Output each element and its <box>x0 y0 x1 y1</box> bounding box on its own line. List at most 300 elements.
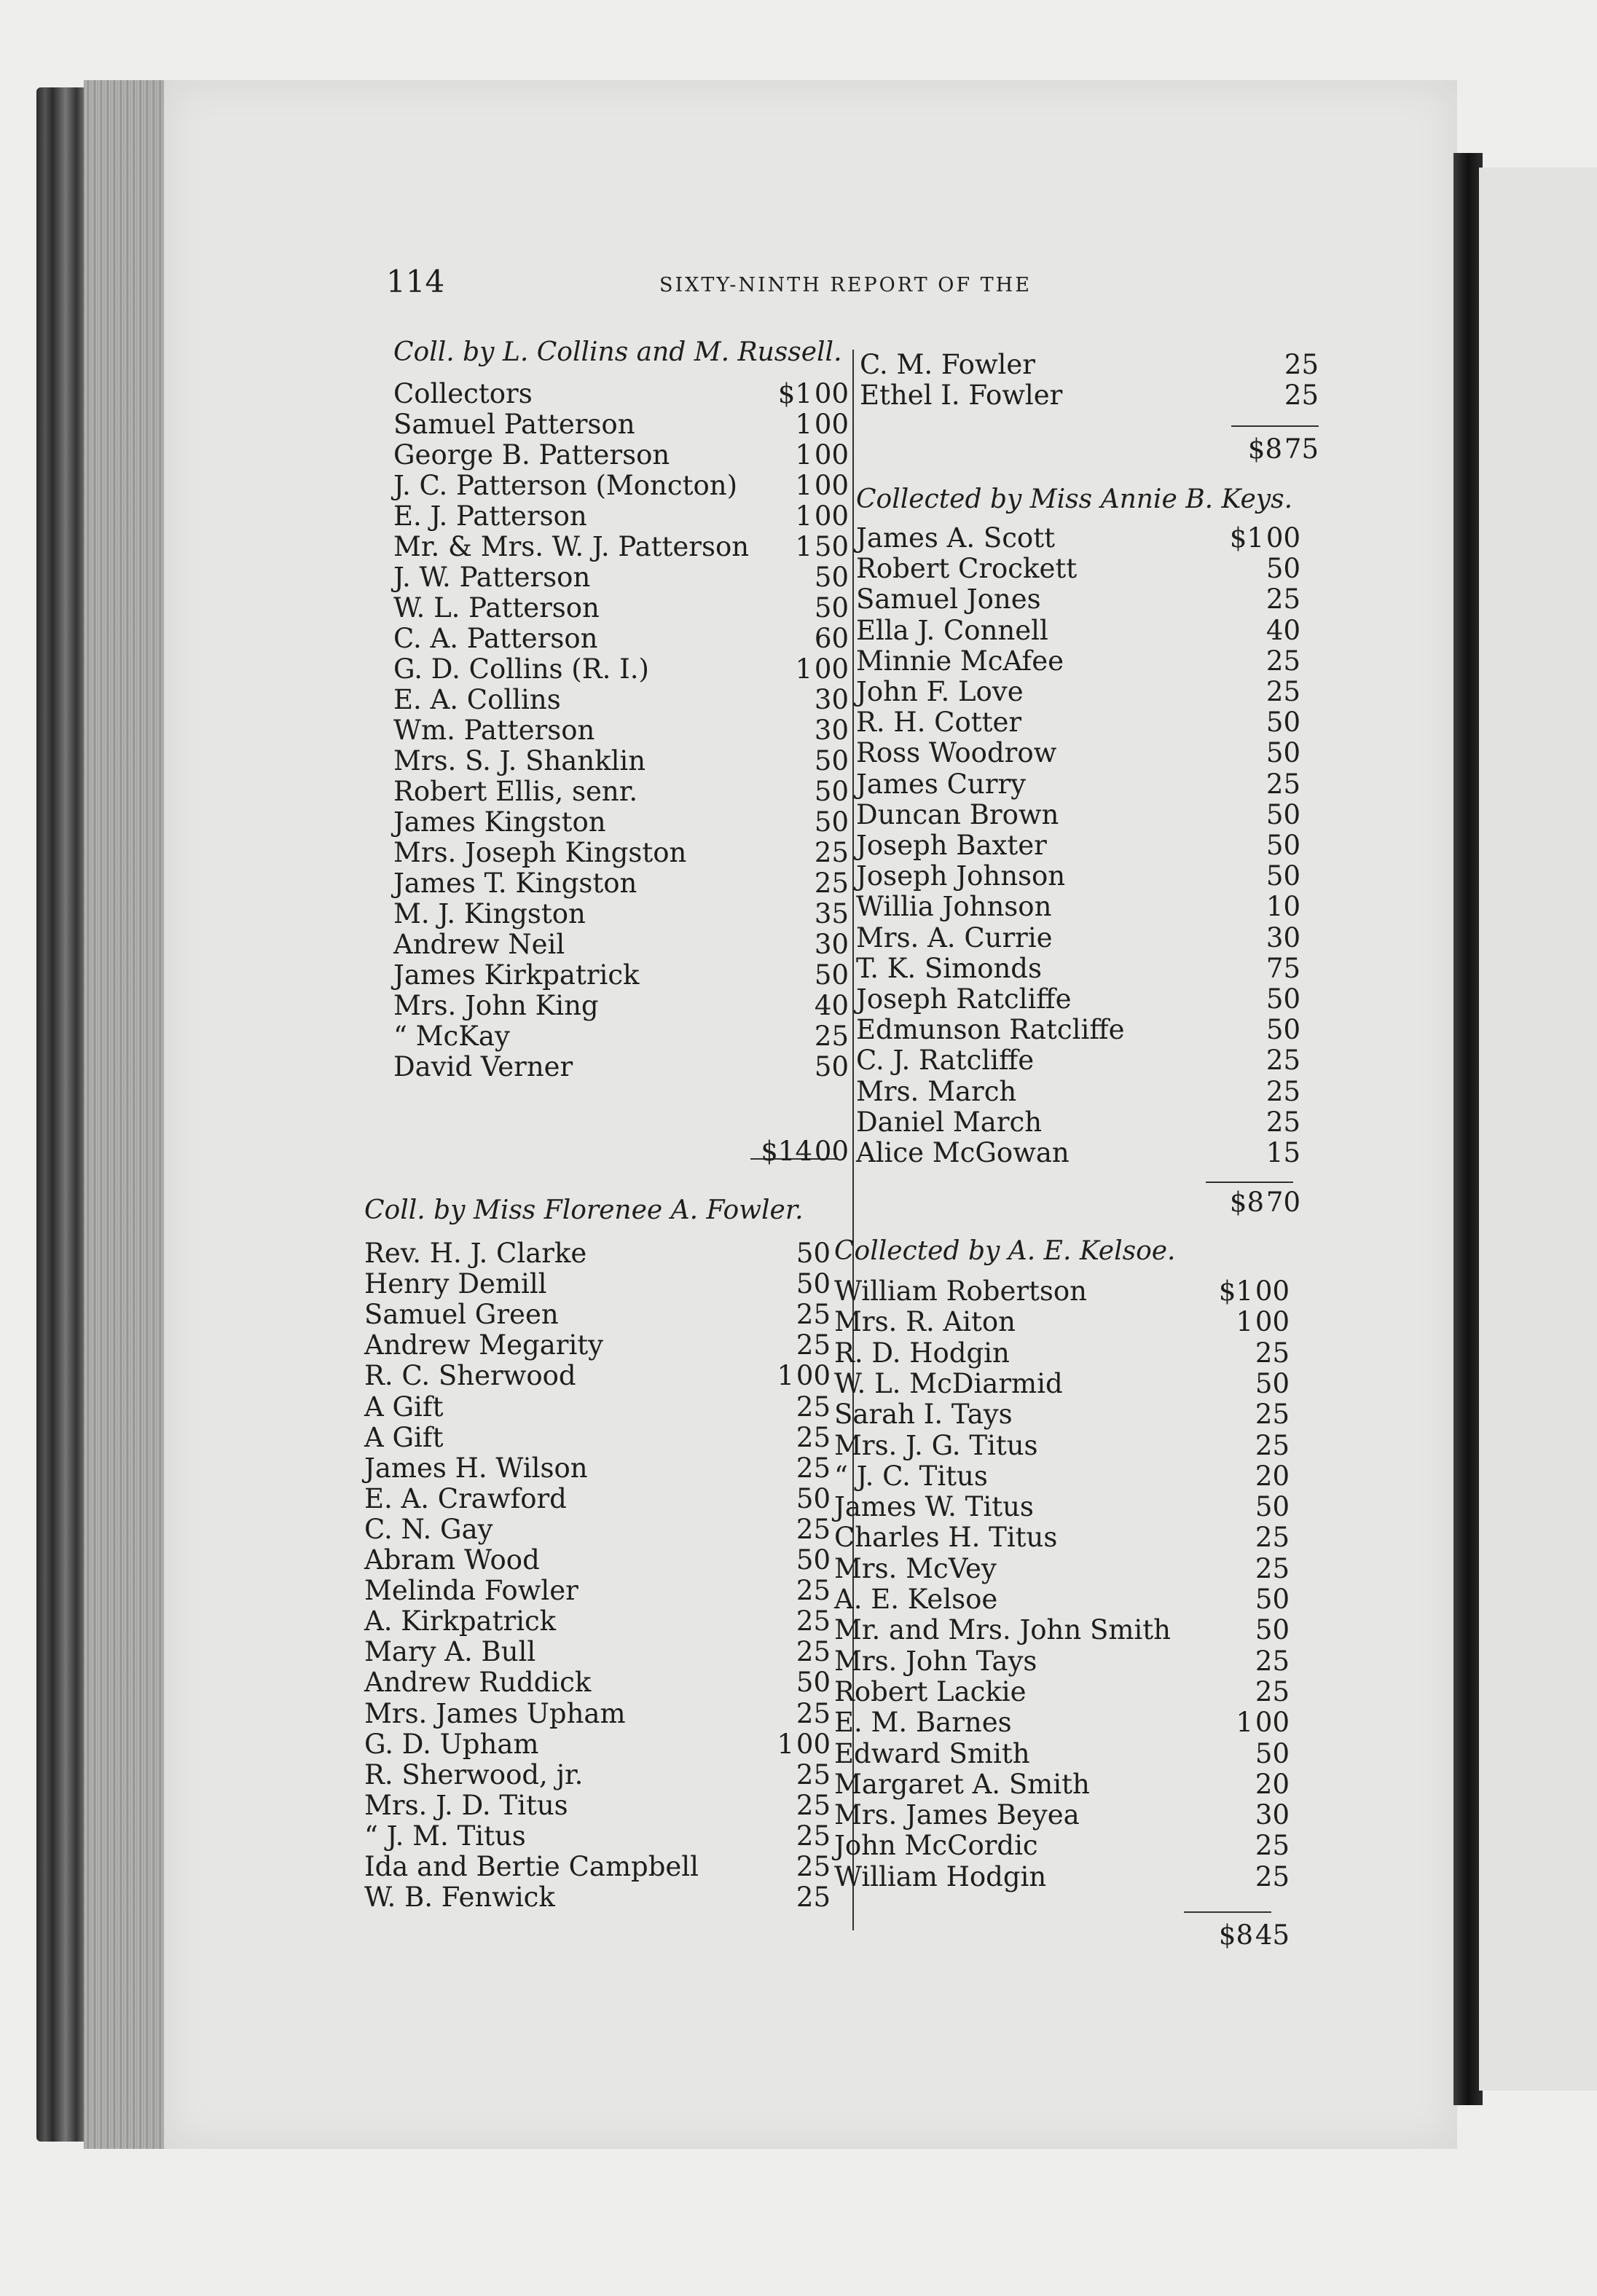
amount-cents: 30 <box>814 929 849 960</box>
contributor-name: Mrs. R. Aiton <box>834 1306 1016 1337</box>
contributor-name: George B. Patterson <box>393 439 670 471</box>
contributor-name: James W. Titus <box>834 1491 1034 1522</box>
amount-cents: 25 <box>1266 583 1300 615</box>
amount-cents: 50 <box>1266 707 1300 738</box>
amount <box>1264 1045 1300 1076</box>
amount-cents: 00 <box>1255 1707 1290 1738</box>
contributor-name: Samuel Patterson <box>393 409 635 440</box>
amount <box>777 1361 831 1391</box>
contributor-name: Joseph Ratcliffe <box>856 983 1072 1015</box>
amount <box>1264 1015 1300 1045</box>
amount <box>1236 1307 1290 1337</box>
list-item <box>364 1514 831 1545</box>
list-item <box>393 593 849 624</box>
contributor-name: W. L. Patterson <box>393 592 600 624</box>
list-item <box>393 409 849 440</box>
amount-cents: 25 <box>796 1422 831 1453</box>
contributor-name: Mrs. March <box>856 1076 1017 1107</box>
amount-cents: 25 <box>796 1575 831 1606</box>
list-item <box>393 899 849 929</box>
list-item <box>364 1637 831 1667</box>
list-item <box>393 991 849 1021</box>
amount <box>795 654 849 685</box>
amount-cents: 40 <box>814 990 849 1021</box>
contributor-name: Mr. and Mrs. John Smith <box>834 1614 1171 1646</box>
amount-dollars: 1 <box>777 1360 794 1391</box>
amount-cents: 00 <box>1255 1306 1290 1337</box>
list-item <box>834 1800 1290 1831</box>
contributor-name: C. M. Fowler <box>860 349 1035 380</box>
list-item <box>364 1361 831 1391</box>
amount <box>794 1300 831 1330</box>
section-total <box>393 1136 849 1167</box>
amount-cents: 15 <box>1266 1137 1300 1168</box>
total-rule <box>1231 425 1319 427</box>
contributor-name: Joseph Johnson <box>856 860 1066 892</box>
amount-cents: 00 <box>814 409 849 440</box>
amount <box>1264 892 1300 922</box>
page-number: 114 <box>386 264 445 299</box>
list-item <box>856 584 1300 615</box>
amount-cents: 25 <box>1255 1337 1290 1369</box>
amount <box>812 624 849 654</box>
list-item <box>393 685 849 715</box>
list-item <box>393 929 849 960</box>
amount <box>795 440 849 471</box>
amount-cents: 50 <box>1266 983 1300 1015</box>
list-item <box>364 1392 831 1423</box>
amount <box>1253 1584 1290 1615</box>
amount-cents: 50 <box>814 776 849 807</box>
amount <box>794 1821 831 1852</box>
amount <box>1253 1461 1290 1492</box>
list-item <box>393 624 849 654</box>
list-item <box>364 1484 831 1514</box>
contributor-name: Mrs. J. D. Titus <box>364 1790 568 1821</box>
list-item <box>856 1107 1300 1138</box>
amount-cents: 25 <box>1255 1676 1290 1707</box>
list-item <box>860 350 1319 380</box>
amount-dollars: 1 <box>1236 1707 1253 1738</box>
contributor-name: Mrs. John Tays <box>834 1646 1037 1677</box>
list-item <box>834 1831 1290 1861</box>
list-item <box>856 800 1300 830</box>
amount-cents: 30 <box>1266 922 1300 954</box>
contributor-name: Melinda Fowler <box>364 1575 578 1606</box>
amount <box>1264 861 1300 892</box>
amount-cents: 10 <box>1266 891 1300 922</box>
amount-cents: 50 <box>814 745 849 777</box>
amount <box>1264 554 1300 584</box>
contributor-name: Andrew Ruddick <box>364 1667 592 1698</box>
amount <box>778 379 849 409</box>
list-item <box>393 960 849 991</box>
amount <box>812 838 849 868</box>
amount <box>794 1269 831 1300</box>
list-item <box>393 715 849 746</box>
list-item <box>834 1307 1290 1337</box>
contributor-name: G. D. Collins (R. I.) <box>393 653 649 685</box>
list-item <box>856 523 1300 554</box>
list-item <box>834 1646 1290 1677</box>
amount <box>794 1637 831 1667</box>
list-item <box>856 892 1300 922</box>
list-item <box>393 654 849 685</box>
amount-cents: 25 <box>796 1851 831 1882</box>
amount-cents: 50 <box>814 592 849 624</box>
list-item <box>856 1138 1300 1168</box>
amount-cents: 50 <box>1255 1584 1290 1615</box>
amount-cents: 30 <box>1255 1799 1290 1831</box>
amount-cents: 25 <box>796 1605 831 1637</box>
amount <box>794 1576 831 1606</box>
amount-dollars: 1 <box>795 531 812 562</box>
list-item <box>393 440 849 471</box>
list-item <box>834 1492 1290 1522</box>
section-heading: Collected by A. E. Kelsoe. <box>834 1236 1176 1266</box>
amount-cents: 30 <box>814 715 849 746</box>
contributor-name: C. N. Gay <box>364 1514 493 1545</box>
amount-cents: 25 <box>1255 1830 1290 1861</box>
amount <box>1264 769 1300 800</box>
list-item <box>364 1821 831 1852</box>
contributor-name: Mrs. John King <box>393 990 599 1021</box>
contributor-name: Ida and Bertie Campbell <box>364 1851 699 1882</box>
contributor-name: Mr. & Mrs. W. J. Patterson <box>393 531 750 562</box>
amount-cents: 25 <box>1266 676 1300 707</box>
contributor-name: Ella J. Connell <box>856 615 1048 646</box>
contributor-name: E. M. Barnes <box>834 1707 1012 1738</box>
list-item <box>364 1667 831 1698</box>
amount-cents: 50 <box>1266 860 1300 892</box>
amount <box>812 1052 849 1082</box>
contributor-name: R. C. Sherwood <box>364 1360 576 1391</box>
amount-cents: 35 <box>814 898 849 929</box>
running-head <box>386 264 1370 307</box>
contributor-name: M. J. Kingston <box>393 898 586 929</box>
list-item <box>856 1015 1300 1045</box>
amount <box>1253 1615 1290 1646</box>
amount <box>1253 1739 1290 1769</box>
contributor-name: R. H. Cotter <box>856 707 1022 738</box>
amount-cents: 25 <box>796 1759 831 1790</box>
total-dollars: $8 <box>1218 1919 1253 1951</box>
amount-cents: 25 <box>796 1636 831 1667</box>
amount <box>794 1606 831 1637</box>
contributor-name: Henry Demill <box>364 1268 547 1300</box>
amount-cents: 20 <box>1255 1460 1290 1492</box>
amount-cents: 50 <box>1255 1738 1290 1769</box>
contributor-name: “ J. C. Titus <box>834 1460 988 1492</box>
total-dollars: $8 <box>1247 433 1282 465</box>
contributor-name: “ McKay <box>393 1021 510 1052</box>
amount-dollars: 1 <box>795 439 812 471</box>
contributor-name: Mrs. James Upham <box>364 1698 626 1729</box>
amount <box>794 1699 831 1729</box>
amount <box>794 1453 831 1484</box>
list-item <box>393 838 849 868</box>
amount-cents: 00 <box>796 1729 831 1760</box>
amount-cents: 20 <box>1255 1769 1290 1800</box>
amount <box>795 501 849 532</box>
contributor-name: Minnie McAfee <box>856 645 1064 677</box>
amount-cents: 00 <box>814 653 849 685</box>
amount <box>812 593 849 624</box>
amount <box>812 929 849 960</box>
contributor-name: Mrs. Joseph Kingston <box>393 837 687 868</box>
contributor-name: A. E. Kelsoe <box>834 1584 998 1615</box>
section-total <box>860 434 1319 465</box>
amount-dollars: $1 <box>1229 522 1264 554</box>
amount <box>1264 923 1300 954</box>
list-item <box>393 532 849 562</box>
contributor-name: David Verner <box>393 1051 573 1082</box>
contributor-name: Mrs. S. J. Shanklin <box>393 745 646 777</box>
amount <box>1236 1707 1290 1738</box>
amount-cents: 25 <box>1255 1522 1290 1553</box>
amount-cents: 00 <box>1255 1275 1290 1307</box>
amount <box>1253 1646 1290 1677</box>
amount <box>1253 1831 1290 1861</box>
list-item <box>856 646 1300 677</box>
amount <box>794 1760 831 1790</box>
contributor-name: J. C. Patterson (Moncton) <box>393 470 738 501</box>
amount-cents: 25 <box>814 1021 849 1052</box>
amount <box>812 777 849 807</box>
amount <box>794 1514 831 1545</box>
list-item <box>856 738 1300 768</box>
list-item <box>834 1276 1290 1307</box>
amount <box>1253 1522 1290 1553</box>
list-item <box>393 868 849 899</box>
amount-cents: 00 <box>814 378 849 409</box>
amount-cents: 00 <box>814 439 849 471</box>
total-dollars: $8 <box>1229 1187 1264 1218</box>
facing-page-edge <box>1479 168 1597 2091</box>
amount-cents: 25 <box>796 1790 831 1821</box>
amount-cents: 25 <box>1255 1646 1290 1677</box>
amount <box>812 807 849 838</box>
amount <box>1264 646 1300 677</box>
amount <box>1253 1800 1290 1831</box>
amount-cents: 50 <box>796 1544 831 1576</box>
list-item <box>834 1338 1290 1369</box>
amount <box>794 1790 831 1821</box>
amount <box>812 746 849 777</box>
total-dollars: $14 <box>761 1136 812 1167</box>
total-cents: 45 <box>1255 1919 1290 1951</box>
contributor-name: A Gift <box>364 1422 444 1453</box>
contributor-name: Mrs. A. Currie <box>856 922 1053 954</box>
amount-cents: 00 <box>796 1360 831 1391</box>
list-item <box>856 554 1300 584</box>
amount <box>1253 1369 1290 1399</box>
list-item <box>393 1052 849 1082</box>
amount <box>794 1392 831 1423</box>
amount-cents: 50 <box>814 959 849 991</box>
amount-dollars: 1 <box>795 500 812 532</box>
amount-cents: 50 <box>1266 737 1300 768</box>
contributor-name: Sarah I. Tays <box>834 1399 1013 1430</box>
list-item <box>393 471 849 501</box>
amount <box>812 715 849 746</box>
amount-cents: 00 <box>1266 522 1300 554</box>
amount <box>794 1238 831 1269</box>
amount <box>1253 1338 1290 1369</box>
total-cents: 00 <box>814 1136 849 1167</box>
contributor-name: John McCordic <box>834 1830 1038 1861</box>
contributor-name: Edward Smith <box>834 1738 1030 1769</box>
contributor-name: W. L. McDiarmid <box>834 1368 1063 1399</box>
amount-cents: 25 <box>1284 380 1319 411</box>
amount-cents: 25 <box>1266 768 1300 800</box>
list-item <box>364 1545 831 1576</box>
amount-cents: 25 <box>796 1299 831 1330</box>
amount-dollars: $1 <box>777 378 812 409</box>
amount-cents: 25 <box>814 837 849 868</box>
list-item <box>834 1707 1290 1738</box>
contributor-name: Edmunson Ratcliffe <box>856 1014 1125 1045</box>
list-item <box>834 1584 1290 1615</box>
list-item <box>364 1423 831 1453</box>
amount-cents: 60 <box>814 623 849 654</box>
amount-dollars: 1 <box>1236 1306 1253 1337</box>
amount-cents: 50 <box>814 562 849 593</box>
contributor-name: Ross Woodrow <box>856 737 1057 768</box>
contributor-name: C. J. Ratcliffe <box>856 1045 1035 1076</box>
amount-cents: 50 <box>814 1051 849 1082</box>
total-rule <box>1206 1182 1293 1183</box>
contributor-name: “ J. M. Titus <box>364 1820 526 1852</box>
total-cents: 75 <box>1284 433 1319 465</box>
contributor-name: Mrs. J. G. Titus <box>834 1430 1038 1461</box>
contributor-name: William Robertson <box>834 1275 1087 1307</box>
contributor-name: James Kirkpatrick <box>393 959 640 991</box>
amount <box>795 409 849 440</box>
amount <box>1264 584 1300 615</box>
amount-cents: 50 <box>1266 799 1300 830</box>
amount-dollars: 1 <box>777 1729 794 1760</box>
amount <box>812 960 849 991</box>
list-item <box>856 984 1300 1015</box>
amount <box>1264 984 1300 1015</box>
contributor-name: James H. Wilson <box>364 1452 588 1484</box>
list-item <box>834 1461 1290 1492</box>
section-heading: Collected by Miss Annie B. Keys. <box>856 484 1293 514</box>
list-item <box>834 1677 1290 1707</box>
amount-cents: 50 <box>1255 1614 1290 1646</box>
amount <box>1264 738 1300 768</box>
amount-cents: 25 <box>1266 1106 1300 1138</box>
amount-cents: 50 <box>796 1238 831 1269</box>
amount-cents: 30 <box>814 684 849 715</box>
list-item <box>834 1431 1290 1461</box>
list-item <box>834 1369 1290 1399</box>
amount <box>1253 1677 1290 1707</box>
amount <box>1253 1399 1290 1430</box>
amount-dollars: 1 <box>795 653 812 685</box>
amount-cents: 50 <box>796 1268 831 1300</box>
page-title: SIXTY-NINTH REPORT OF THE <box>659 274 1032 296</box>
amount-cents: 40 <box>1266 615 1300 646</box>
list-item <box>834 1615 1290 1646</box>
list-item <box>856 923 1300 954</box>
list-item <box>860 380 1319 411</box>
list-item <box>856 861 1300 892</box>
contributor-name: Charles H. Titus <box>834 1522 1058 1553</box>
contributor-name: James Curry <box>856 768 1027 800</box>
list-item <box>364 1238 831 1269</box>
contributor-name: Abram Wood <box>364 1544 540 1576</box>
amount <box>1253 1769 1290 1800</box>
contributor-name: Margaret A. Smith <box>834 1769 1090 1800</box>
contributor-name: Collectors <box>393 378 533 409</box>
amount <box>1253 1492 1290 1522</box>
amount-cents: 25 <box>796 1329 831 1361</box>
total-amount <box>1219 1920 1290 1951</box>
amount-cents: 25 <box>796 1820 831 1852</box>
amount <box>1264 616 1300 646</box>
total-cents: 70 <box>1266 1187 1300 1218</box>
amount <box>1219 1276 1290 1307</box>
contributor-name: John F. Love <box>856 676 1024 707</box>
list-item <box>856 1077 1300 1107</box>
amount <box>1282 380 1319 411</box>
list-item <box>364 1882 831 1913</box>
section-total <box>856 1187 1300 1218</box>
amount-cents: 50 <box>1255 1491 1290 1522</box>
amount-cents: 50 <box>796 1667 831 1698</box>
contributor-name: James T. Kingston <box>393 868 637 899</box>
total-amount <box>761 1136 849 1167</box>
contributor-name: James A. Scott <box>856 522 1055 554</box>
amount <box>1264 1107 1300 1138</box>
contributor-name: A. Kirkpatrick <box>364 1605 557 1637</box>
amount <box>1264 954 1300 984</box>
amount-cents: 25 <box>814 868 849 899</box>
amount <box>1253 1862 1290 1892</box>
amount <box>794 1667 831 1698</box>
amount <box>794 1545 831 1576</box>
list-item <box>393 501 849 532</box>
contributor-name: Ethel I. Fowler <box>860 380 1063 411</box>
amount <box>1253 1431 1290 1461</box>
list-item <box>364 1790 831 1821</box>
contributor-name: G. D. Upham <box>364 1729 539 1760</box>
amount-cents: 25 <box>1255 1553 1290 1584</box>
list-item <box>364 1852 831 1882</box>
contributor-name: Andrew Neil <box>393 929 565 960</box>
contributor-name: E. A. Collins <box>393 684 561 715</box>
amount <box>812 562 849 593</box>
contributor-name: Robert Lackie <box>834 1676 1027 1707</box>
contributor-name: Rev. H. J. Clarke <box>364 1238 587 1269</box>
amount <box>794 1882 831 1913</box>
list-item <box>834 1399 1290 1430</box>
amount <box>1264 1138 1300 1168</box>
list-item <box>364 1606 831 1637</box>
list-item <box>393 379 849 409</box>
amount-cents: 50 <box>814 531 849 562</box>
amount <box>812 899 849 929</box>
list-item <box>364 1330 831 1361</box>
contributor-name: R. D. Hodgin <box>834 1337 1010 1369</box>
list-item <box>393 746 849 777</box>
list-item <box>364 1760 831 1790</box>
list-item <box>364 1699 831 1729</box>
total-rule <box>1184 1911 1271 1913</box>
list-item <box>834 1862 1290 1892</box>
